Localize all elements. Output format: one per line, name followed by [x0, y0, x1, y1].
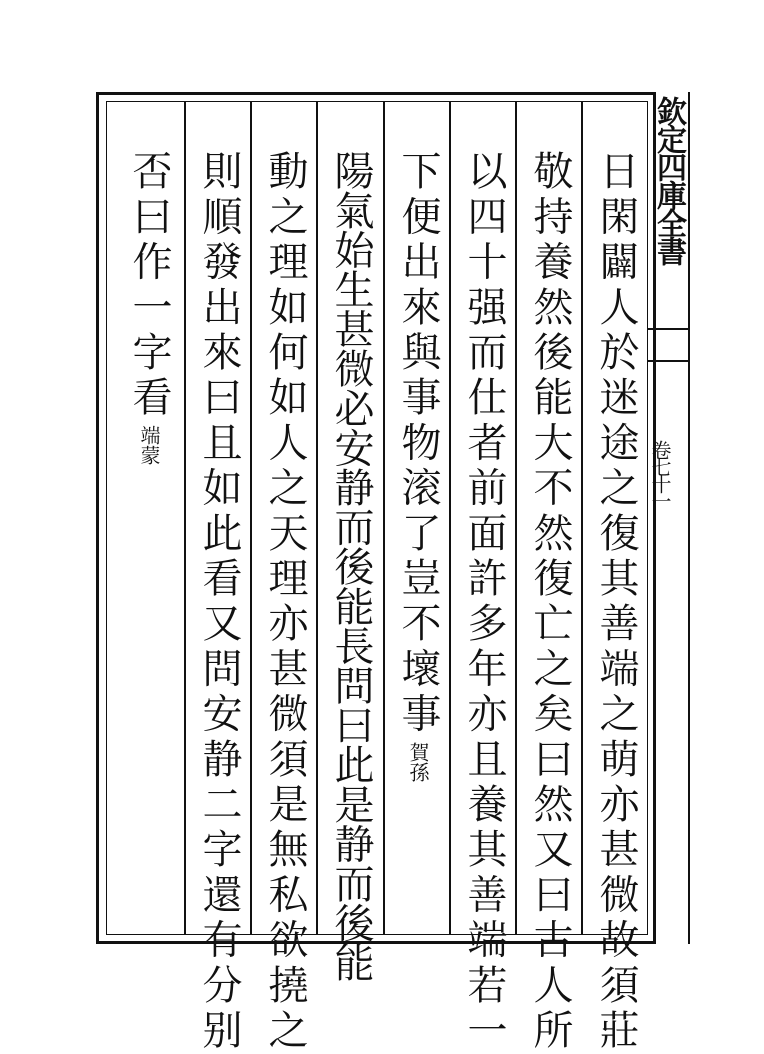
- text-column-4: [387, 150, 449, 782]
- fishtail-mark: [648, 328, 688, 362]
- column-text: 動之理如何如人之天理亦甚微須是無私欲撓之: [262, 150, 308, 1054]
- column-rule: [449, 101, 451, 935]
- column-text: 則順發出來曰且如此看又問安静二字還有分别: [196, 150, 242, 1054]
- column-rule: [250, 101, 252, 935]
- text-column-7: [188, 150, 250, 1054]
- text-column-3: [453, 150, 515, 1054]
- column-rule: [184, 101, 186, 935]
- column-text: 否曰作一字看: [126, 150, 172, 422]
- text-column-6: [254, 150, 316, 1054]
- column-rule: [316, 101, 318, 935]
- text-column-5: [320, 150, 382, 982]
- column-text: 日閑闢人於迷途之復其善端之萌亦甚微故須莊: [593, 150, 639, 1054]
- text-column-8: [118, 150, 180, 465]
- column-rule: [581, 101, 583, 935]
- column-text: 以四十强而仕者前面許多年亦且養其善端若一: [461, 150, 507, 1054]
- column-rule: [383, 101, 385, 935]
- column-text: 敬持養然後能大不然復亡之矣曰然又曰古人所: [527, 150, 573, 1054]
- column-rule: [515, 101, 517, 935]
- volume-label: 卷七十一: [648, 440, 672, 508]
- column-text: 下便出來與事物滚了豈不壞事: [395, 150, 441, 738]
- attribution-note: 賀孫: [406, 741, 430, 782]
- attribution-note: 端蒙: [137, 425, 161, 466]
- collection-title: 欽定四庫全書: [651, 96, 686, 264]
- text-column-1: [585, 150, 647, 1054]
- column-text: 陽氣始生甚微必安静而後能長問曰此是静而後能: [328, 150, 374, 982]
- text-column-2: [519, 150, 581, 1054]
